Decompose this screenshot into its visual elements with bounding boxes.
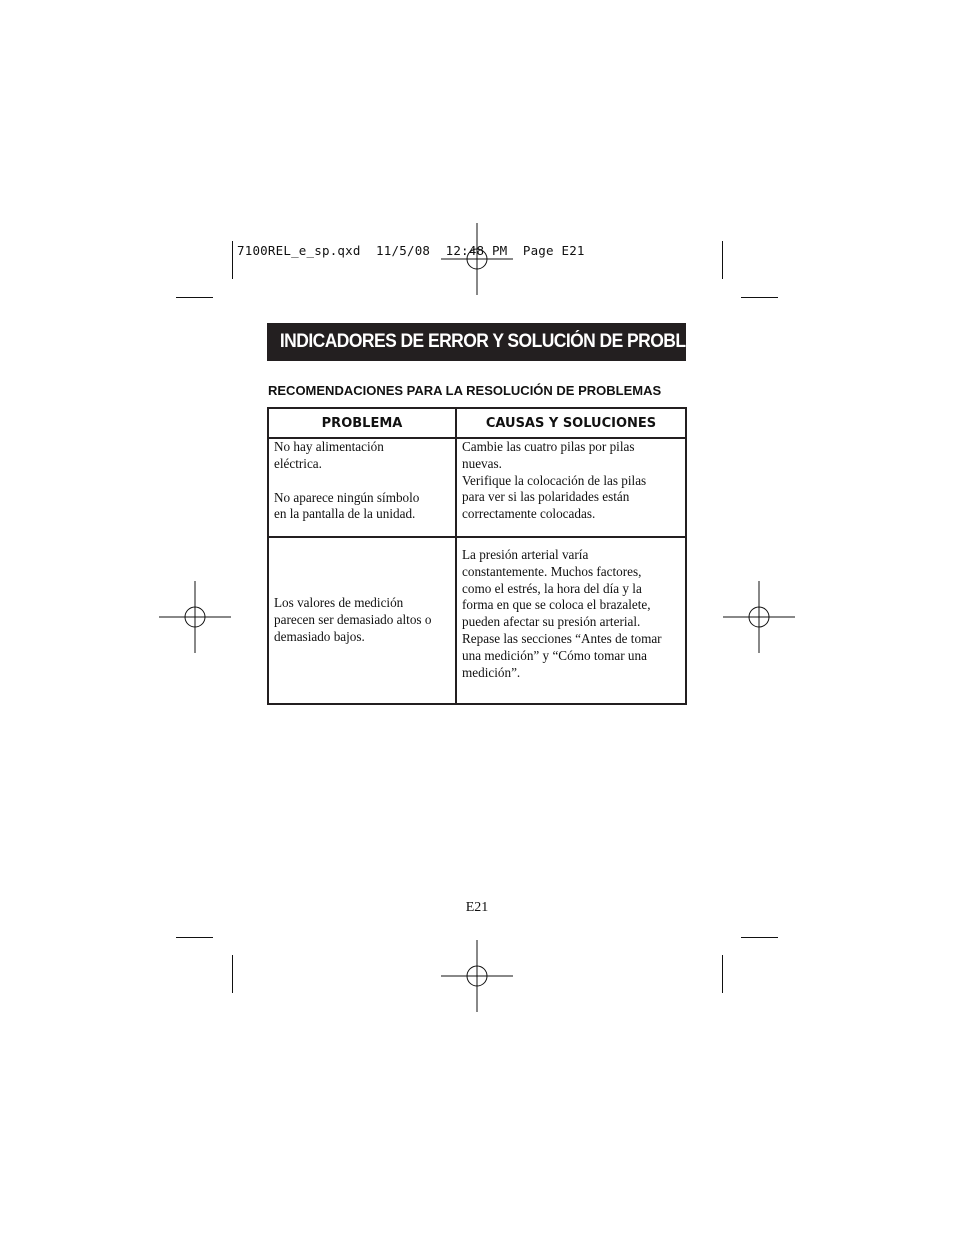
solution-line: Repase las secciones “Antes de tomar bbox=[462, 630, 662, 646]
solution-line: pueden afectar su presión arterial. bbox=[462, 614, 641, 630]
registration-mark-icon bbox=[441, 940, 513, 1012]
crop-mark bbox=[176, 297, 213, 298]
subtitle: RECOMENDACIONES PARA LA RESOLUCIÓN DE PROBLEMAS bbox=[268, 383, 662, 398]
problem-line: parecen ser demasiado altos o bbox=[274, 612, 432, 628]
problem-cell bbox=[268, 537, 456, 704]
crop-mark bbox=[722, 955, 723, 993]
section-title-bar bbox=[267, 323, 734, 361]
solution-line: Cambie las cuatro pilas por pilas bbox=[462, 439, 635, 454]
crop-mark bbox=[176, 937, 213, 938]
print-slug-line: 7100REL_e_sp.qxd 11/5/08 12:48 PM Page E21 bbox=[237, 243, 585, 258]
problem-line: en la pantalla de la unidad. bbox=[274, 506, 416, 522]
crop-mark bbox=[741, 297, 778, 298]
crop-mark bbox=[741, 937, 778, 938]
table-row bbox=[268, 438, 686, 537]
crop-mark bbox=[232, 241, 233, 279]
problem-cell bbox=[268, 438, 456, 537]
solution-line: medición”. bbox=[462, 664, 521, 680]
registration-mark-icon bbox=[441, 223, 513, 295]
section-title: INDICADORES DE ERROR Y SOLUCIÓN DE PROBLEMAS bbox=[279, 331, 734, 352]
solution-line: para ver si las polaridades están bbox=[462, 489, 630, 505]
column-header-solutions: CAUSAS Y SOLUCIONES bbox=[456, 408, 686, 438]
column-header-problem: PROBLEMA bbox=[268, 408, 456, 438]
solution-line: como el estrés, la hora del día y la bbox=[462, 580, 642, 596]
problem-line: No hay alimentación bbox=[274, 439, 384, 454]
registration-mark-icon bbox=[723, 581, 795, 653]
solution-line: Verifique la colocación de las pilas bbox=[462, 472, 647, 488]
problem-line: Los valores de medición bbox=[274, 595, 404, 611]
solution-cell bbox=[456, 438, 686, 537]
page-number: E21 bbox=[465, 900, 489, 915]
solution-line: correctamente colocadas. bbox=[462, 506, 596, 522]
solution-line: una medición” y “Cómo tomar una bbox=[462, 647, 647, 663]
solution-cell bbox=[456, 537, 686, 704]
solution-line: forma en que se coloca el brazalete, bbox=[462, 597, 651, 613]
solution-line: constantemente. Muchos factores, bbox=[462, 563, 642, 579]
crop-mark bbox=[722, 241, 723, 279]
troubleshooting-table bbox=[267, 407, 687, 705]
problem-line: No aparece ningún símbolo bbox=[274, 489, 420, 505]
table-row bbox=[268, 537, 686, 704]
problem-line: eléctrica. bbox=[274, 455, 322, 471]
solution-line: La presión arterial varía bbox=[462, 547, 589, 562]
registration-mark-icon bbox=[159, 581, 231, 653]
crop-mark bbox=[232, 955, 233, 993]
solution-line: nuevas. bbox=[462, 455, 502, 471]
problem-line: demasiado bajos. bbox=[274, 628, 365, 644]
table-header-row bbox=[268, 408, 686, 438]
